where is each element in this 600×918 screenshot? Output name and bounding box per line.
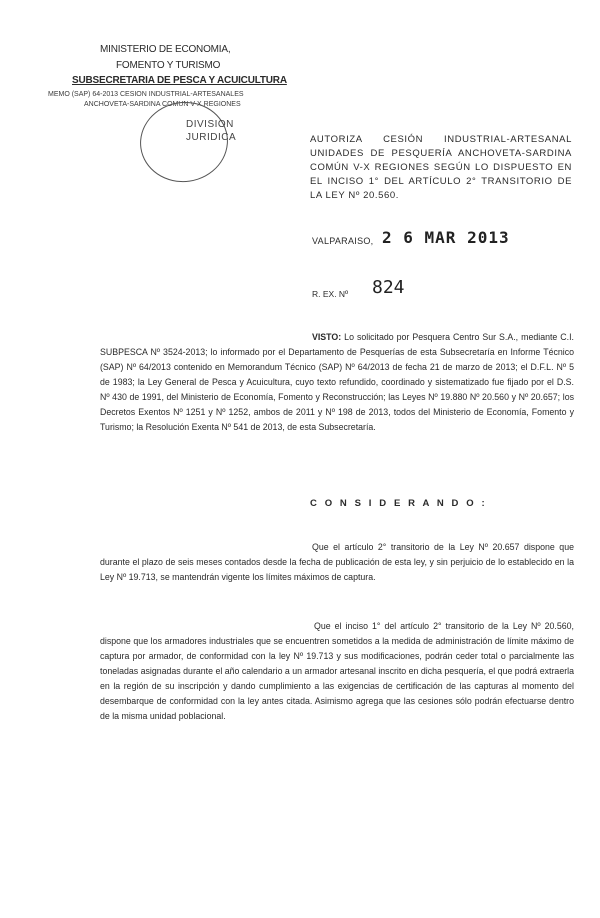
visto-paragraph: [100, 330, 574, 435]
stamp-line2: JURIDICA: [186, 132, 237, 143]
stamp-line1: DIVISION: [186, 119, 234, 130]
resolution-title: AUTORIZA CESIÓN INDUSTRIAL-ARTESANAL UNIDADES DE PESQUERÍA ANCHOVETA-SARDINA COMÚN V-X REGIONES SEGÚN LO DISPUESTO EN EL INCISO 1° DEL ARTÍCULO 2° TRANSITORIO DE LA LEY Nº 20.560.: [310, 134, 572, 201]
considerando-heading: C O N S I D E R A N D O :: [310, 498, 488, 509]
place-label: VALPARAISO,: [312, 236, 374, 246]
stamp-text: [186, 118, 236, 144]
considerando-paragraph-2: Que el inciso 1° del artículo 2° transitorio de la Ley Nº 20.560, dispone que los armadores industriales que se encuentren sometidos a la medida de administración de límite máximo de captura por armador, de conformidad con la ley Nº 19.713 y sus modificaciones, podrán ceder total o parcialmente las toneladas asignadas durante el año calendario a un armador artesanal inscrito en dicha pesquería, el que podrá extraerla en la región de su inscripción y dando cumplimiento a las exigencias de certificación de las capturas al momento del desembarque de conformidad con la ley antes citada. Asimismo agrega que las cesiones sólo podrán efectuarse dentro de la misma unidad poblacional.: [100, 621, 574, 721]
resolution-label: R. EX. Nº: [312, 289, 349, 299]
ministry-name-line2: FOMENTO Y TURISMO: [116, 60, 221, 71]
resolution-number: 824: [372, 277, 405, 298]
subsecretaria-name: SUBSECRETARIA DE PESCA Y ACUICULTURA: [72, 75, 287, 86]
date-stamp: 2 6 MAR 2013: [382, 228, 510, 247]
ministry-name-line1: MINISTERIO DE ECONOMIA,: [100, 44, 231, 55]
memo-reference-line2: ANCHOVETA-SARDINA COMUN V-X REGIONES: [84, 101, 241, 108]
considerando-paragraph-1: Que el artículo 2° transitorio de la Ley Nº 20.657 dispone que durante el plazo de seis meses contados desde la fecha de publicación de esta ley, y sin perjuicio de lo establecido en la Ley Nº 19.713, se mantendrán vigente los límites máximos de captura.: [100, 542, 574, 582]
visto-body: Lo solicitado por Pesquera Centro Sur S.A., mediante C.I. SUBPESCA Nº 3524-2013; lo informado por el Departamento de Pesquerías de esta Subsecretaría en Informe Técnico (SAP) Nº 64/2013 contenido en Memorandum Técnico (SAP) Nº 64/2013 de fecha 21 de marzo de 2013; el D.F.L. Nº 5 de 1983; la Ley General de Pesca y Acuicultura, cuyo texto refundido, coordinado y sistematizado fue fijado por el D.S. Nº 430 de 1991, del Ministerio de Economía, Fomento y Reconstrucción; las Leyes Nº 19.880 Nº 20.560 y Nº 20.657; los Decretos Exentos Nº 1251 y Nº 1252, ambos de 2011 y Nº 198 de 2013, todos del Ministerio de Economía, Fomento y Turismo; la Resolución Exenta Nº 541 de 2013, de esta Subsecretaría.: [100, 332, 574, 432]
memo-reference-line1: MEMO (SAP) 64-2013 CESION INDUSTRIAL-ARTESANALES: [48, 91, 244, 98]
visto-heading: VISTO:: [312, 332, 342, 342]
